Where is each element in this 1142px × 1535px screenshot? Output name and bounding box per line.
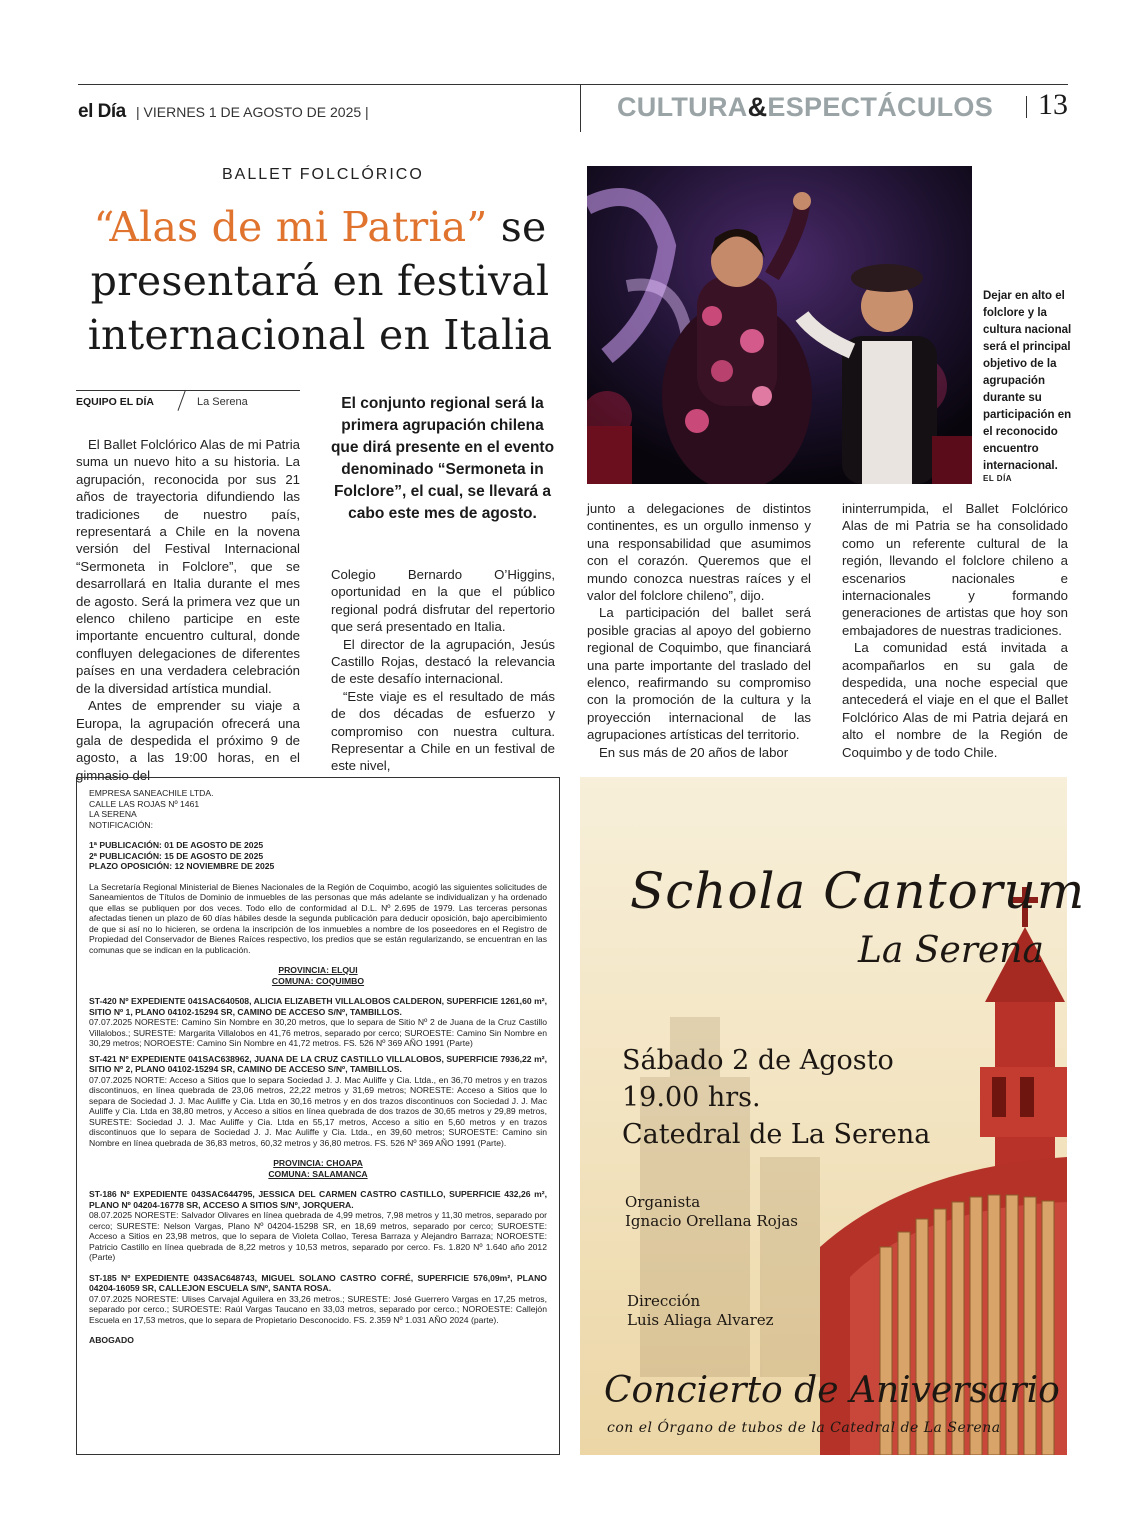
notice-entry-body: 07.07.2025 NORESTE: Camino Sin Nombre en 30,20 metros, que lo separa de Sitio Nº 2 de Juana de la Cruz Castillo Villalobos.; SURESTE: Margarita Villalobos en 41,76 metros, separado por cerco; SUROESTE: Camino Sin Nombre en 30,29 metros; NOROESTE: Camino Sin Nombre en 41,72 metros. FS. 526 Nº 369 AÑO 1991 (Parte) <box>89 1017 547 1048</box>
headline-highlight: “Alas de mi Patria” <box>93 203 488 251</box>
article-column-1 <box>76 436 300 784</box>
ad-date: Sábado 2 de Agosto <box>622 1045 894 1076</box>
byline-slash <box>178 390 186 411</box>
paragraph: La participación del ballet será posible gracias al apoyo del gobierno regional de Coquimbo, que financiará una parte importante del traslado del elenco, reafirmando su compromiso con la promoción de la cultura y la proyección internacional de las agrupaciones artísticas del territorio. <box>587 605 811 743</box>
section-title-a: CULTURA <box>617 92 748 122</box>
newspaper-logo: el Día <box>78 101 126 122</box>
notice-entry-head: ST-186 Nº EXPEDIENTE 043SAC644795, JESSICA DEL CARMEN CASTRO CASTILLO, SUPERFICIE 432,26 m², PLANO Nº 04204-16778 SR, ACCESO A SITIOS S/Nº, JORQUERA. <box>89 1189 547 1210</box>
paragraph: El director de la agrupación, Jesús Castillo Rojas, destacó la relevancia de este desafío internacional. <box>331 636 555 687</box>
article-author: EQUIPO EL DÍA <box>76 396 154 408</box>
issue-date: | VIERNES 1 DE AGOSTO DE 2025 | <box>136 104 369 120</box>
byline-rule <box>76 390 300 391</box>
paragraph: En sus más de 20 años de labor <box>599 744 789 760</box>
headline-rest: se presentará en festival internacional en Italia <box>87 203 553 359</box>
notice-commune: COMUNA: SALAMANCA <box>268 1168 368 1179</box>
paragraph: junto a delegaciones de distintos continentes, es un orgullo inmenso y una responsabilidad que asumimos con el corazón. Queremos que el mundo conozca nuestras raíces y el valor del folclore chileno”, dijo. <box>587 501 811 604</box>
notice-pub-date: 2ª PUBLICACIÓN: 15 DE AGOSTO DE 2025 <box>89 850 264 861</box>
article-column-3 <box>587 500 811 761</box>
paragraph: Antes de emprender su viaje a Europa, la agrupación ofrecerá una gala de despedida el próximo 9 de agosto, a las 19:00 horas, en el gimnasio del <box>76 698 300 783</box>
ad-venue: Catedral de La Serena <box>622 1119 931 1150</box>
page-number-divider <box>1026 96 1027 118</box>
legal-notice <box>76 777 560 1455</box>
notice-line: CALLE LAS ROJAS Nº 1461 <box>89 798 200 809</box>
notice-entry-head: ST-421 Nº EXPEDIENTE 041SAC638962, JUANA DE LA CRUZ CASTILLO VILLALOBOS, SUPERFICIE 7936,22 m², SITIO Nº 2, PLANO 04102-15294 SR, CAMINO DE ACCESO S/Nº, TAMBILLOS. <box>89 1053 547 1074</box>
photo-caption: Dejar en alto el folclore y la cultura nacional será el principal objetivo de la agrupación durante su participación en el reconocido encuentro internacional. <box>983 290 1072 472</box>
ad-concert-subtitle: con el Órgano de tubos de la Catedral de La Serena <box>607 1420 1001 1436</box>
notice-intro: La Secretaría Regional Ministerial de Bienes Nacionales de la Región de Coquimbo, acogió las siguientes solicitudes de Saneamientos de Títulos de Dominio de inmuebles de las personas que más adelante se individualizan y ha ordenado que ellas se publiquen por dos veces. Todo ello de conformidad al D.L. Nº 2.695 de 1979. Las terceras personas afectadas tienen un plazo de 60 días hábiles desde la segunda publicación para deducir oposición, bajo apercibimiento de que si así no lo hicieren, se ordena la inscripción de los inmuebles a nombre de los poseedores en el Registro de Propiedad del Conservador de Bienes Raíces respectivo, los predios que se están regularizando, se encuentran en las comunas que se indican en la publicación. <box>89 881 547 955</box>
ad-event-details <box>622 1042 930 1153</box>
section-title-b: ESPECTÁCULOS <box>767 92 994 122</box>
notice-entry-head: ST-420 Nº EXPEDIENTE 041SAC640508, ALICIA ELIZABETH VILLALOBOS CALDERON, SUPERFICIE 1261,60 m², SITIO Nº 1, PLANO 04102-15294 SR, CAMINO DE ACCESO S/Nº, TAMBILLOS. <box>89 996 547 1017</box>
notice-entry-body: 07.07.2025 NORTE: Acceso a Sitios que lo separa Sociedad J. J. Mac Auliffe y Cia. Ltda., en 36,70 metros y en trazos discontinuos, en línea quebrada de 23,06 metros, 22,22 metros y 31,69 metros; NORESTE: Acceso a Sitios que lo separa de Sociedad J. J. Mac Auliffe y Cia. Ltda en 30,16 metros y en dos trazos discontinuos con Sociedad J. J. Mac Auliffe y Cia. Ltda en 38,80 metros, y Acceso a sitios en línea quebrada de dos trazos de 30,65 metros y 29,89 metros, SURESTE: Sociedad J. J. Mac Auliffe y Cia. Ltda en 55,17 metros, Acceso a sitio en 5,60 metros y en trazos discontinuos que lo separa de Sociedad J. J. Mac Auliffe y Cia. Ltda., en 39,60 metros; SUROESTE: Camino sin Nombre en línea quebrada de 36,83 metros, 60,32 metros y 36,80 metros. FS. 526 Nº 369 AÑO 1991 (Parte). <box>89 1074 547 1148</box>
notice-entry-body: 07.07.2025 NORESTE: Ulises Carvajal Aguilera en 33,26 metros.; SURESTE: José Guerrero Vargas en 17,25 metros, separado por cerco.; SUROESTE: Raúl Vargas Taucano en 33,03 metros, separado por cerco.; NOROESTE: Callejón Escuela en 17,53 metros, que lo separa de Propietario Desconocido. FS. 2.359 Nº 1.031 AÑO 2024 (parte). <box>89 1293 547 1325</box>
article-kicker: BALLET FOLCLÓRICO <box>222 166 424 183</box>
article-column-4 <box>842 500 1068 761</box>
notice-pub-date: PLAZO OPOSICIÓN: 12 NOVIEMBRE DE 2025 <box>89 861 275 871</box>
header-rule <box>78 84 1068 85</box>
article-photo <box>587 166 972 484</box>
notice-entry-body: 08.07.2025 NORESTE: Salvador Olivares en línea quebrada de 4,99 metros, 7,98 metros y 11,30 metros, separado por cerco; SURESTE: Nelson Vargas, Plano Nº 04204-15298 SR, en 18,69 metros, separado por cerco; SUROESTE: Acceso a Sitios en 23,98 metros, que lo separa de Violeta Collao, Teresa Barraza y Alejandro Barraza; NOROESTE: Patricio Castillo en línea quebrada de 8,22 metros y 10,53 metros, separado por cerco. Fs. 1.820 Nº 1.640 año 2012 (Parte) <box>89 1210 547 1262</box>
article-column-2 <box>331 566 555 775</box>
photo-credit: EL DÍA <box>983 474 1013 483</box>
paragraph: “Este viaje es el resultado de más de dos décadas de esfuerzo y compromiso con nuestra cultura. Representar a Chile en un festival de este nivel, <box>331 688 555 774</box>
page-number: 13 <box>1038 88 1068 121</box>
paragraph: La comunidad está invitada a acompañarlos en su gala de despedida, una noche especial que antecederá el viaje en el que el Ballet Folclórico Alas de mi Patria dejará en alto el nombre de la Región de Coquimbo y de todo Chile. <box>842 640 1068 760</box>
notice-province: PROVINCIA: CHOAPA <box>273 1158 363 1168</box>
paragraph: El Ballet Folclórico Alas de mi Patria suma un nuevo hito a su historia. La agrupación, reconocida por sus 21 años de trayectoria difundiendo las tradiciones de nuestro país, representará a Chile en la novena versión del Festival Internacional “Sermoneta in Folclore”, que se desarrollará en Italia durante el mes de agosto. Será la primera vez que un elenco chileno participe en este importante encuentro cultural, donde confluyen delegaciones de diferentes países en una verdadera celebración de la diversidad artística mundial. <box>76 437 300 696</box>
notice-line: LA SERENA <box>89 809 137 819</box>
paragraph: Colegio Bernardo O’Higgins, oportunidad en la que el público regional podrá disfrutar del repertorio que será presentado en Italia. <box>331 567 555 635</box>
dancers-photo-illustration <box>587 166 972 484</box>
ad-concert-title: Concierto de Aniversario <box>604 1370 1060 1411</box>
notice-line: NOTIFICACIÓN: <box>89 819 153 830</box>
ad-director-name: Luis Aliaga Alvarez <box>627 1311 774 1329</box>
notice-signature: ABOGADO <box>89 1335 134 1345</box>
ad-organist-name: Ignacio Orellana Rojas <box>625 1212 798 1230</box>
ad-director-label: Dirección <box>627 1292 701 1310</box>
section-title-amp: & <box>747 92 768 122</box>
article-place: La Serena <box>197 396 248 408</box>
notice-province: PROVINCIA: ELQUI <box>278 965 358 975</box>
ad-title: Schola Cantorum <box>630 862 1086 920</box>
notice-line: EMPRESA SANEACHILE LTDA. <box>89 788 214 798</box>
ad-organist-label: Organista <box>625 1193 701 1211</box>
paragraph: ininterrumpida, el Ballet Folclórico Alas de mi Patria se ha consolidado como un referente cultural de la región, llevando el folclore chileno a escenarios nacionales e internacionales y formando generaciones de artistas que hoy son embajadores de nuestras tradiciones. <box>842 501 1068 638</box>
section-title <box>617 92 993 123</box>
header-divider <box>580 84 581 132</box>
article-lead: El conjunto regional será la primera agrupación chilena que dirá presente en el evento denominado “Sermoneta in Folclore”, el cual, se llevará a cabo este mes de agosto. <box>330 395 555 522</box>
ad-subtitle: La Serena <box>858 930 1044 971</box>
article-headline <box>80 200 560 362</box>
ad-organist <box>625 1193 798 1231</box>
notice-entry-head: ST-185 Nº EXPEDIENTE 043SAC648743, MIGUEL SOLANO CASTRO COFRÉ, SUPERFICIE 576,09m², PLANO 04204-16059 SR, CALLEJON ESCUELA S/Nº, SANTA ROSA. <box>89 1272 547 1293</box>
ad-director <box>627 1292 774 1330</box>
notice-commune: COMUNA: COQUIMBO <box>271 975 365 986</box>
issue-date-text: VIERNES 1 DE AGOSTO DE 2025 <box>143 104 362 120</box>
ad-time: 19.00 hrs. <box>622 1082 761 1113</box>
notice-pub-date: 1ª PUBLICACIÓN: 01 DE AGOSTO DE 2025 <box>89 840 264 850</box>
